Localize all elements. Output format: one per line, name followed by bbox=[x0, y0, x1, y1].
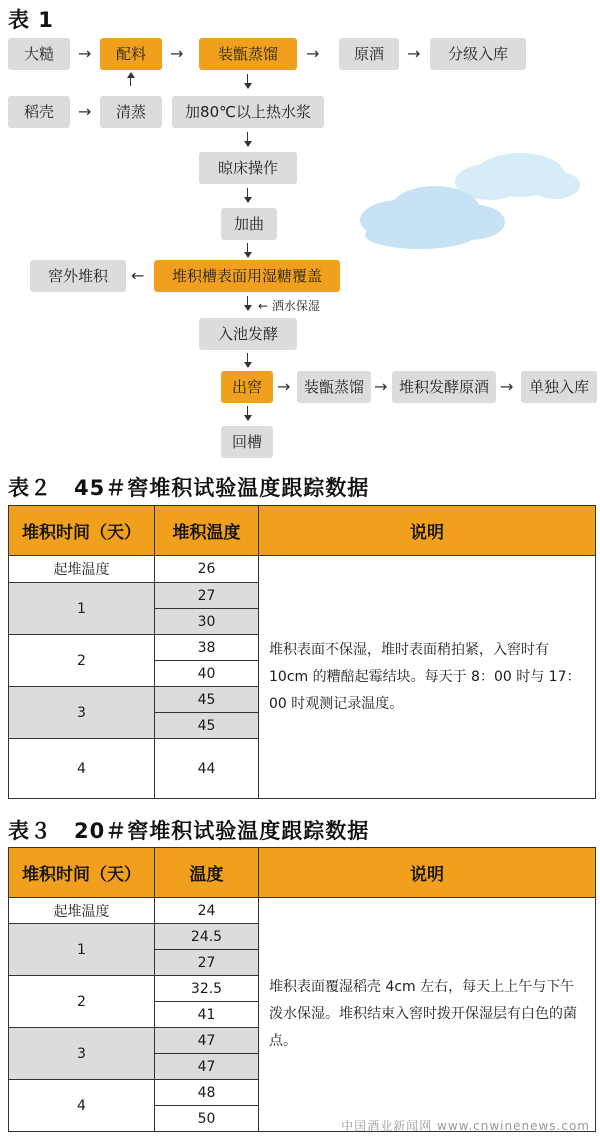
flow-step-duiji-cover: 堆积槽表面用湿糖覆盖 bbox=[154, 260, 340, 292]
flow-step-qingzheng: 清蒸 bbox=[100, 96, 162, 128]
flow-step-chuangwai: 窖外堆积 bbox=[30, 260, 126, 292]
note-text: 洒水保湿 bbox=[271, 299, 320, 313]
table2-temp: 40 bbox=[155, 661, 259, 687]
table2-day: 3 bbox=[9, 687, 155, 739]
table2-start-label: 起堆温度 bbox=[9, 556, 155, 583]
table2-title: 表２ 45＃窖堆积试验温度跟踪数据 bbox=[8, 476, 370, 500]
right-arrow-icon: → bbox=[374, 377, 388, 396]
right-arrow-icon: → bbox=[78, 44, 92, 63]
table2-header-temp: 堆积温度 bbox=[155, 506, 259, 556]
down-arrow-icon bbox=[243, 243, 253, 259]
flow-step-dandu: 单独入库 bbox=[521, 371, 597, 403]
left-arrow-icon: ← bbox=[131, 266, 145, 285]
right-arrow-icon: → bbox=[170, 44, 184, 63]
right-arrow-icon: → bbox=[407, 44, 421, 63]
flow-step-huicao: 回槽 bbox=[221, 426, 273, 458]
flow-step-ruchi: 入池发酵 bbox=[199, 318, 297, 350]
table3-day: 3 bbox=[9, 1028, 155, 1080]
flow-step-fenji: 分级入库 bbox=[430, 38, 526, 70]
flow-step-duiji-yuanjiu: 堆积发酵原酒 bbox=[392, 371, 496, 403]
table2-temp: 38 bbox=[155, 635, 259, 661]
table3-description: 堆积表面覆湿稻壳 4cm 左右，每天上上午与下午泼水保湿。堆积结束入窖时拨开保湿层有白色的菌点。 bbox=[259, 898, 596, 1132]
right-arrow-icon: → bbox=[78, 102, 92, 121]
table3-temp: 48 bbox=[155, 1080, 259, 1106]
table2-day: 4 bbox=[9, 739, 155, 799]
flow-step-zhuangzeng: 装甑蒸馏 bbox=[199, 38, 297, 70]
right-arrow-icon: → bbox=[500, 377, 514, 396]
flow-step-peiliao: 配料 bbox=[100, 38, 162, 70]
table2-temp: 45 bbox=[155, 687, 259, 713]
down-arrow-icon bbox=[243, 132, 253, 148]
down-arrow-icon bbox=[243, 188, 253, 204]
table2 bbox=[8, 505, 596, 799]
table2-temp: 30 bbox=[155, 609, 259, 635]
table3-temp: 47 bbox=[155, 1054, 259, 1080]
table2-temp: 27 bbox=[155, 583, 259, 609]
table2-description: 堆积表面不保湿，堆时表面稍拍紧，入窖时有 10cm 的糟醅起霉结块。每天于 8：00 时与 17：00 时观测记录温度。 bbox=[259, 556, 596, 799]
table3-temp: 41 bbox=[155, 1002, 259, 1028]
table3-day: 1 bbox=[9, 924, 155, 976]
watermark: 中国酒业新闻网 www.cnwinenews.com bbox=[341, 1119, 590, 1133]
table2-day: 1 bbox=[9, 583, 155, 635]
table2-header-time: 堆积时间（天） bbox=[9, 506, 155, 556]
table3-temp: 50 bbox=[155, 1106, 259, 1132]
table3-title: 表３ 20＃窖堆积试验温度跟踪数据 bbox=[8, 819, 370, 843]
down-arrow-icon bbox=[243, 406, 253, 422]
table3-temp: 32.5 bbox=[155, 976, 259, 1002]
table2-header-desc: 说明 bbox=[259, 506, 596, 556]
flow-step-chujiao: 出窖 bbox=[221, 371, 273, 403]
table2-temp: 44 bbox=[155, 739, 259, 799]
table3-header-temp: 温度 bbox=[155, 848, 259, 898]
note-label: ← 洒水保湿 bbox=[258, 299, 320, 313]
down-arrow-icon bbox=[243, 74, 253, 90]
cloud-illustration bbox=[350, 140, 590, 260]
table1-title: 表 1 bbox=[8, 8, 54, 32]
table3 bbox=[8, 847, 596, 1132]
flow-step-jiaqu: 加曲 bbox=[221, 208, 277, 240]
flow-step-zhuangzeng2: 装甑蒸馏 bbox=[297, 371, 371, 403]
flow-step-liangchuang: 晾床操作 bbox=[199, 152, 297, 184]
right-arrow-icon: → bbox=[306, 44, 320, 63]
table3-header-desc: 说明 bbox=[259, 848, 596, 898]
table3-temp: 47 bbox=[155, 1028, 259, 1054]
down-arrow-icon bbox=[243, 353, 253, 369]
table3-temp: 27 bbox=[155, 950, 259, 976]
table3-start-label: 起堆温度 bbox=[9, 898, 155, 924]
table2-temp: 45 bbox=[155, 713, 259, 739]
table3-header-time: 堆积时间（天） bbox=[9, 848, 155, 898]
table2-day: 2 bbox=[9, 635, 155, 687]
right-arrow-icon: → bbox=[277, 377, 291, 396]
table3-temp: 24.5 bbox=[155, 924, 259, 950]
flow-step-daoke: 稻壳 bbox=[8, 96, 70, 128]
up-arrow-icon bbox=[126, 72, 136, 86]
flow-step-dazao: 大糙 bbox=[8, 38, 70, 70]
table3-day: 4 bbox=[9, 1080, 155, 1132]
flow-step-yuanjiu: 原酒 bbox=[339, 38, 399, 70]
table3-day: 2 bbox=[9, 976, 155, 1028]
table3-start-temp: 24 bbox=[155, 898, 259, 924]
table2-start-temp: 26 bbox=[155, 556, 259, 583]
down-arrow-icon bbox=[243, 296, 253, 312]
flow-step-reshuijiang: 加80℃以上热水浆 bbox=[172, 96, 324, 128]
